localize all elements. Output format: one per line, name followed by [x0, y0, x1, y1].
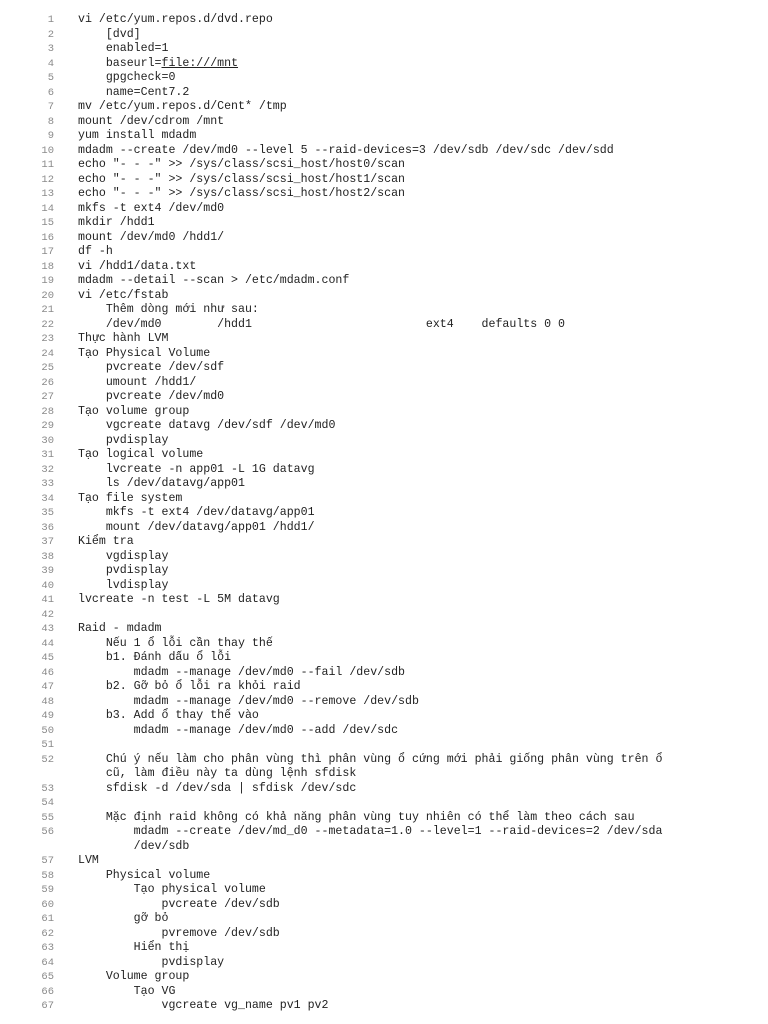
- line-text: [78, 637, 728, 652]
- line-content: Hiển thị: [78, 941, 190, 954]
- line-number: 18: [41, 260, 54, 273]
- code-line: [0, 231, 768, 246]
- line-content: mkdir /hdd1: [78, 216, 155, 229]
- line-number: 33: [41, 478, 54, 490]
- line-text: [78, 825, 728, 840]
- line-text: [78, 506, 728, 521]
- line-number: 63: [41, 942, 54, 954]
- code-line: [0, 680, 768, 695]
- line-text: [78, 579, 728, 594]
- line-number: 19: [41, 275, 54, 287]
- code-line: [0, 115, 768, 130]
- line-text: [78, 260, 728, 275]
- code-line: [0, 622, 768, 637]
- line-text: [78, 13, 728, 28]
- line-number: 15: [41, 217, 54, 229]
- line-number: 66: [41, 985, 54, 998]
- line-content: Thực hành LVM: [78, 332, 169, 345]
- line-content: Physical volume: [78, 868, 211, 882]
- code-line: [0, 144, 768, 159]
- line-content: mkfs -t ext4 /dev/datavg/app01: [78, 506, 315, 519]
- line-text: [78, 521, 728, 536]
- line-content: vi /etc/fstab: [78, 288, 169, 302]
- line-number: 29: [41, 420, 54, 432]
- line-text: [78, 956, 728, 971]
- line-number: 55: [41, 811, 54, 824]
- line-text: [78, 289, 728, 304]
- code-line: [0, 86, 768, 101]
- code-listing: [0, 13, 768, 1014]
- line-number: 49: [41, 710, 54, 722]
- line-content: vgcreate datavg /dev/sdf /dev/md0: [78, 419, 336, 432]
- line-number: 36: [41, 521, 54, 534]
- line-number: 51: [41, 739, 54, 751]
- line-number: 32: [41, 463, 54, 476]
- line-content: b2. Gỡ bỏ ổ lỗi ra khỏi raid: [78, 680, 301, 693]
- line-number: 30: [41, 434, 54, 447]
- line-number: 37: [41, 536, 54, 548]
- line-number: 52: [41, 753, 54, 766]
- line-content: mdadm --create /dev/md0 --level 5 --raid-devices=3 /dev/sdb /dev/sdc /dev/sdd: [78, 143, 614, 157]
- line-content: mdadm --manage /dev/md0 --remove /dev/sdb: [78, 694, 419, 708]
- line-number: 26: [41, 376, 54, 389]
- code-line: [0, 898, 768, 913]
- line-text: [78, 666, 728, 681]
- line-text: [78, 405, 728, 420]
- code-line: [0, 970, 768, 985]
- line-number: 8: [47, 115, 54, 128]
- code-line: [0, 318, 768, 333]
- line-text: [78, 811, 728, 826]
- line-number: 41: [41, 594, 54, 606]
- code-line: [0, 883, 768, 898]
- code-line: [0, 869, 768, 884]
- line-number: 38: [41, 550, 54, 563]
- line-number: 14: [41, 202, 54, 215]
- code-line: [0, 912, 768, 927]
- line-number: 7: [47, 101, 54, 113]
- line-content: name=Cent7.2: [78, 85, 190, 99]
- line-content: pvdisplay: [78, 955, 225, 969]
- code-line: [0, 347, 768, 362]
- line-text: [78, 622, 728, 637]
- line-number: 65: [41, 971, 54, 983]
- line-text: [78, 970, 728, 985]
- line-text: [78, 651, 728, 666]
- line-content: Tạo file system: [78, 491, 183, 505]
- line-content: b1. Đánh dấu ổ lỗi: [78, 651, 232, 664]
- line-content: mount /dev/md0 /hdd1/: [78, 230, 225, 244]
- code-line: [0, 361, 768, 376]
- line-content: umount /hdd1/: [78, 375, 197, 389]
- line-text: [78, 216, 728, 231]
- code-line: [0, 158, 768, 173]
- line-text: [78, 448, 728, 463]
- line-content: pvcreate /dev/sdf: [78, 361, 225, 374]
- line-text: [78, 709, 728, 724]
- code-line: [0, 753, 768, 782]
- line-number: 13: [41, 188, 54, 200]
- url-link[interactable]: file:///mnt: [161, 56, 239, 70]
- line-content: mdadm --detail --scan > /etc/mdadm.conf: [78, 274, 350, 287]
- line-text: [78, 376, 728, 391]
- line-content: mount /dev/cdrom /mnt: [78, 114, 225, 128]
- line-content: vgcreate vg_name pv1 pv2: [78, 999, 329, 1012]
- line-text: [78, 999, 728, 1014]
- line-text: [78, 941, 728, 956]
- line-content: pvcreate /dev/sdb: [78, 897, 280, 911]
- line-content: mount /dev/datavg/app01 /hdd1/: [78, 520, 315, 534]
- line-number: 20: [41, 289, 54, 302]
- line-number: 40: [41, 579, 54, 592]
- line-number: 24: [41, 347, 54, 360]
- code-line: [0, 985, 768, 1000]
- line-text: [78, 129, 728, 144]
- line-text: [78, 883, 728, 898]
- code-line: [0, 709, 768, 724]
- line-text: [78, 564, 728, 579]
- line-content: Raid - mdadm: [78, 622, 162, 635]
- line-content: baseurl=: [78, 56, 162, 70]
- line-content: gpgcheck=0: [78, 71, 176, 84]
- line-continuation: /dev/sdb: [78, 839, 190, 853]
- code-line: [0, 593, 768, 608]
- line-content: [dvd]: [78, 27, 141, 41]
- code-line: [0, 956, 768, 971]
- line-text: [78, 332, 728, 347]
- code-line: [0, 811, 768, 826]
- line-number: 46: [41, 666, 54, 679]
- line-text: [78, 419, 728, 434]
- line-text: [78, 42, 728, 57]
- line-number: 48: [41, 695, 54, 708]
- line-number: 23: [41, 333, 54, 345]
- line-text: [78, 71, 728, 86]
- line-number: 17: [41, 246, 54, 258]
- line-number: 62: [41, 927, 54, 940]
- line-content: echo "- - -" >> /sys/class/scsi_host/host0/scan: [78, 158, 405, 171]
- code-line: [0, 332, 768, 347]
- line-number: 5: [47, 72, 54, 84]
- line-number: 22: [41, 318, 54, 331]
- line-number: 16: [41, 231, 54, 244]
- line-text: [78, 361, 728, 376]
- line-number: 27: [41, 391, 54, 403]
- line-content: lvcreate -n app01 -L 1G datavg: [78, 462, 315, 476]
- code-line: [0, 492, 768, 507]
- line-text: [78, 231, 728, 246]
- line-number: 12: [41, 173, 54, 186]
- line-text: [78, 593, 728, 608]
- code-line: [0, 521, 768, 536]
- line-content: gỡ bỏ: [78, 912, 169, 925]
- line-number: 1: [47, 14, 54, 26]
- code-line: [0, 245, 768, 260]
- code-line: [0, 550, 768, 565]
- code-line: [0, 100, 768, 115]
- line-content: mkfs -t ext4 /dev/md0: [78, 201, 225, 215]
- line-text: [78, 57, 728, 72]
- line-number: 61: [41, 913, 54, 925]
- line-number: 21: [41, 304, 54, 316]
- line-content: pvcreate /dev/md0: [78, 390, 225, 403]
- code-line: [0, 695, 768, 710]
- line-text: [78, 318, 728, 333]
- line-text: [78, 463, 728, 478]
- line-content: pvremove /dev/sdb: [78, 926, 280, 940]
- line-content: Tạo volume group: [78, 404, 190, 418]
- code-line: [0, 173, 768, 188]
- line-content: Tạo logical volume: [78, 448, 204, 461]
- code-line: [0, 477, 768, 492]
- line-text: [78, 985, 728, 1000]
- line-number: 42: [41, 608, 54, 621]
- line-text: [78, 927, 728, 942]
- line-text: [78, 854, 728, 869]
- code-line: [0, 506, 768, 521]
- line-content: Volume group: [78, 970, 190, 983]
- code-line: [0, 941, 768, 956]
- line-number: 47: [41, 681, 54, 693]
- line-content: yum install mdadm: [78, 129, 197, 142]
- line-content: vi /etc/yum.repos.d/dvd.repo: [78, 13, 273, 26]
- line-content: ls /dev/datavg/app01: [78, 477, 245, 490]
- code-line: [0, 796, 768, 811]
- code-line: [0, 216, 768, 231]
- line-content: Kiểm tra: [78, 535, 134, 548]
- code-line: [0, 782, 768, 797]
- line-content: Tạo Physical Volume: [78, 346, 211, 360]
- line-text: [78, 680, 728, 695]
- line-text: [78, 173, 728, 188]
- code-line: [0, 390, 768, 405]
- line-content: Nếu 1 ổ lỗi cần thay thế: [78, 636, 273, 650]
- code-line: [0, 405, 768, 420]
- line-text: [78, 782, 728, 797]
- line-text: [78, 550, 728, 565]
- line-text: [78, 274, 728, 289]
- code-line: [0, 71, 768, 86]
- line-number: 9: [47, 130, 54, 142]
- code-line: [0, 274, 768, 289]
- line-content: echo "- - -" >> /sys/class/scsi_host/host2/scan: [78, 187, 405, 200]
- line-content: sfdisk -d /dev/sda | sfdisk /dev/sdc: [78, 781, 357, 795]
- line-content: /dev/md0 /hdd1 ext4 defaults 0 0: [78, 317, 566, 331]
- code-line: [0, 608, 768, 623]
- line-number: 2: [47, 28, 54, 41]
- line-content: mdadm --create /dev/md_d0 --metadata=1.0 --level=1 --raid-devices=2 /dev/sda: [78, 825, 663, 838]
- code-line: [0, 738, 768, 753]
- code-line: [0, 724, 768, 739]
- line-content: vgdisplay: [78, 549, 169, 563]
- line-text: [78, 347, 728, 362]
- code-line: [0, 666, 768, 681]
- line-number: 67: [41, 1000, 54, 1012]
- line-number: 35: [41, 507, 54, 519]
- line-text: [78, 187, 728, 202]
- line-content: echo "- - -" >> /sys/class/scsi_host/host1/scan: [78, 172, 405, 186]
- code-line: [0, 303, 768, 318]
- line-text: [78, 912, 728, 927]
- code-line: [0, 927, 768, 942]
- code-line: [0, 434, 768, 449]
- line-text: [78, 245, 728, 260]
- line-continuation: cũ, làm điều này ta dùng lệnh sfdisk: [78, 767, 357, 780]
- line-content: mv /etc/yum.repos.d/Cent* /tmp: [78, 100, 287, 113]
- line-text: [78, 144, 728, 159]
- line-content: df -h: [78, 245, 113, 258]
- code-line: [0, 129, 768, 144]
- code-line: [0, 202, 768, 217]
- code-line: [0, 28, 768, 43]
- line-content: LVM: [78, 854, 99, 867]
- line-content: vi /hdd1/data.txt: [78, 259, 197, 273]
- line-number: 25: [41, 362, 54, 374]
- code-line: [0, 289, 768, 304]
- line-content: Tạo VG: [78, 984, 176, 998]
- code-line: [0, 825, 768, 854]
- line-number: 64: [41, 956, 54, 969]
- code-line: [0, 535, 768, 550]
- code-line: [0, 13, 768, 28]
- line-number: 60: [41, 898, 54, 911]
- line-content: mdadm --manage /dev/md0 --add /dev/sdc: [78, 723, 399, 737]
- line-number: 4: [47, 57, 54, 70]
- line-text: [78, 492, 728, 507]
- line-content: Tạo physical volume: [78, 883, 266, 896]
- code-line: [0, 448, 768, 463]
- line-number: 45: [41, 652, 54, 664]
- line-text: [78, 390, 728, 405]
- line-text: [78, 434, 728, 449]
- line-content: b3. Add ổ thay thế vào: [78, 709, 259, 722]
- line-number: 43: [41, 623, 54, 635]
- line-text: [78, 100, 728, 115]
- line-number: 59: [41, 884, 54, 896]
- line-text: [78, 158, 728, 173]
- code-line: [0, 376, 768, 391]
- code-line: [0, 637, 768, 652]
- line-content: lvcreate -n test -L 5M datavg: [78, 593, 280, 606]
- code-line: [0, 854, 768, 869]
- line-number: 57: [41, 855, 54, 867]
- code-line: [0, 651, 768, 666]
- line-content: enabled=1: [78, 42, 169, 55]
- line-text: [78, 695, 728, 710]
- line-number: 58: [41, 869, 54, 882]
- code-line: [0, 419, 768, 434]
- line-text: [78, 303, 728, 318]
- line-text: [78, 753, 728, 768]
- line-number: 31: [41, 449, 54, 461]
- line-number: 10: [41, 144, 54, 157]
- line-number: 34: [41, 492, 54, 505]
- line-text: [78, 115, 728, 130]
- code-line: [0, 42, 768, 57]
- line-text: [78, 86, 728, 101]
- line-content: Chú ý nếu làm cho phân vùng thì phân vùng ổ cứng mới phải giống phân vùng trên ổ: [78, 752, 663, 766]
- line-text: [78, 869, 728, 884]
- line-number: 53: [41, 782, 54, 795]
- code-line: [0, 999, 768, 1014]
- line-number: 44: [41, 637, 54, 650]
- line-number: 3: [47, 43, 54, 55]
- line-text: [78, 202, 728, 217]
- code-line: [0, 463, 768, 478]
- code-line: [0, 57, 768, 72]
- line-content: mdadm --manage /dev/md0 --fail /dev/sdb: [78, 665, 405, 679]
- line-content: pvdisplay: [78, 564, 169, 577]
- line-number: 54: [41, 797, 54, 809]
- code-line: [0, 187, 768, 202]
- line-text: [78, 28, 728, 43]
- line-text: [78, 477, 728, 492]
- code-line: [0, 564, 768, 579]
- line-number: 39: [41, 565, 54, 577]
- line-content: Mặc định raid không có khả năng phân vùng tuy nhiên có thể làm theo cách sau: [78, 810, 635, 824]
- line-content: Thêm dòng mới như sau:: [78, 303, 259, 316]
- line-number: 11: [41, 159, 54, 171]
- line-text: [78, 535, 728, 550]
- line-text: [78, 898, 728, 913]
- code-line: [0, 260, 768, 275]
- line-number: 6: [47, 86, 54, 99]
- line-number: 56: [41, 826, 54, 838]
- line-number: 28: [41, 405, 54, 418]
- line-content: lvdisplay: [78, 578, 169, 592]
- line-number: 50: [41, 724, 54, 737]
- code-line: [0, 579, 768, 594]
- line-content: pvdisplay: [78, 433, 169, 447]
- line-text: [78, 724, 728, 739]
